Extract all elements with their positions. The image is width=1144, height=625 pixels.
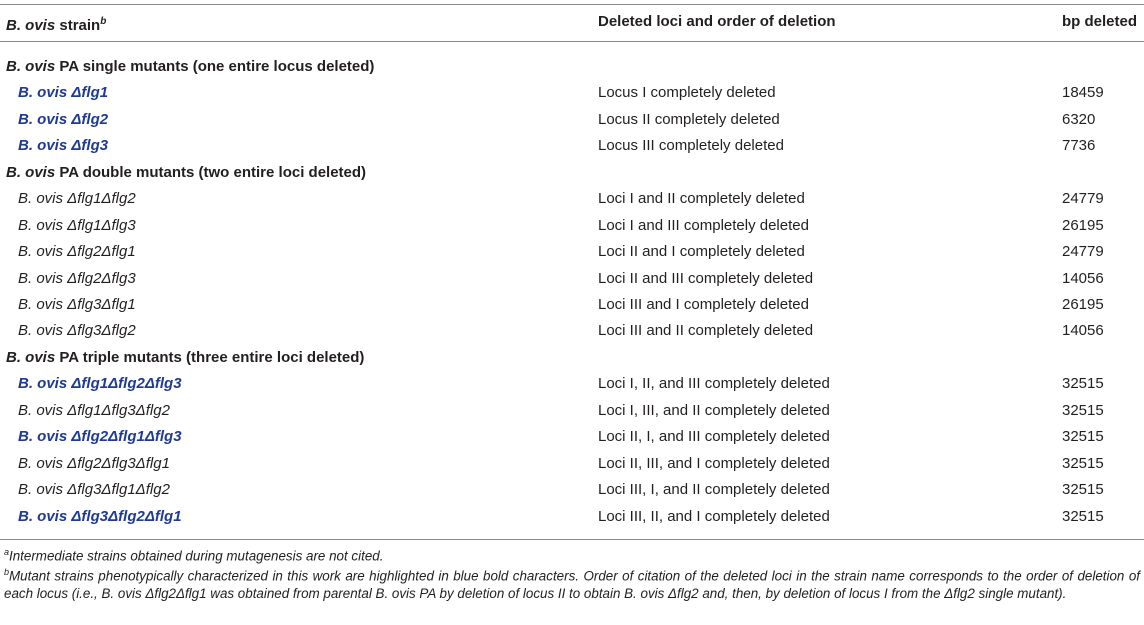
deleted-loci-cell: Loci II, III, and I completely deleted: [598, 455, 830, 472]
table-header-row: [0, 9, 1144, 35]
table-row: [0, 292, 1144, 318]
deleted-loci-cell: Loci II and I completely deleted: [598, 243, 805, 260]
deleted-loci-cell: Loci I, II, and III completely deleted: [598, 375, 830, 392]
table-row: [0, 451, 1144, 477]
bp-deleted-cell: 32515: [1062, 481, 1104, 498]
section-title: B. ovis PA single mutants (one entire locus deleted): [6, 58, 375, 75]
table-bottom-rule: [0, 539, 1144, 540]
deleted-loci-cell: Loci II and III completely deleted: [598, 270, 814, 287]
bp-deleted-cell: 18459: [1062, 84, 1104, 101]
strain-cell: B. ovis Δflg3Δflg2Δflg1: [18, 508, 182, 525]
strain-cell: B. ovis Δflg3Δflg1: [18, 296, 136, 313]
strain-cell: B. ovis Δflg1Δflg2Δflg3: [18, 375, 182, 392]
bp-deleted-cell: 32515: [1062, 508, 1104, 525]
bp-deleted-cell: 14056: [1062, 270, 1104, 287]
table-row: [0, 80, 1144, 106]
deleted-loci-cell: Loci I and III completely deleted: [598, 217, 809, 234]
bp-deleted-cell: 26195: [1062, 296, 1104, 313]
table-row: [0, 239, 1144, 265]
deleted-loci-cell: Loci I, III, and II completely deleted: [598, 402, 830, 419]
deleted-loci-cell: Locus I completely deleted: [598, 84, 776, 101]
deleted-loci-cell: Loci III, I, and II completely deleted: [598, 481, 830, 498]
strain-cell: B. ovis Δflg3: [18, 137, 109, 154]
deleted-loci-cell: Locus III completely deleted: [598, 137, 784, 154]
table-row: [0, 107, 1144, 133]
bp-deleted-cell: 32515: [1062, 402, 1104, 419]
section-header-row: [0, 160, 1144, 186]
table-row: [0, 398, 1144, 424]
bp-deleted-cell: 24779: [1062, 243, 1104, 260]
strain-cell: B. ovis Δflg2Δflg1Δflg3: [18, 428, 182, 445]
table-header-rule: [0, 41, 1144, 42]
bp-deleted-cell: 32515: [1062, 428, 1104, 445]
table-row: [0, 133, 1144, 159]
section-title: B. ovis PA double mutants (two entire loci deleted): [6, 164, 367, 181]
deleted-loci-cell: Loci I and II completely deleted: [598, 190, 805, 207]
strain-cell: B. ovis Δflg3Δflg2: [18, 322, 136, 339]
header-strain: B. ovis strain$^b$: [6, 16, 107, 34]
table-top-rule: [0, 4, 1144, 5]
table-row: [0, 424, 1144, 450]
bp-deleted-cell: 32515: [1062, 375, 1104, 392]
table-row: [0, 186, 1144, 212]
section-header-row: [0, 54, 1144, 80]
footnote-b: $^b$Mutant strains phenotypically characterized in this work are highlighted in blue bold characters. Order of citation of the deleted loci in the strain name corresponds to the order of deletion of each locus (i.e., B. ovis Δflg2Δflg1 was obtained from parental B. ovis PA by deletion of locus II to obtain B. ovis Δflg2 and, then, by deletion of locus I from the Δflg2 single mutant).: [4, 567, 1140, 602]
bp-deleted-cell: 24779: [1062, 190, 1104, 207]
bp-deleted-cell: 14056: [1062, 322, 1104, 339]
strain-cell: B. ovis Δflg1Δflg2: [18, 190, 136, 207]
strain-cell: B. ovis Δflg1Δflg3: [18, 217, 136, 234]
deleted-loci-cell: Loci III, II, and I completely deleted: [598, 508, 830, 525]
deleted-loci-cell: Locus II completely deleted: [598, 111, 780, 128]
bp-deleted-cell: 7736: [1062, 137, 1096, 154]
bp-deleted-cell: 26195: [1062, 217, 1104, 234]
strain-cell: B. ovis Δflg1Δflg3Δflg2: [18, 402, 170, 419]
deleted-loci-cell: Loci III and I completely deleted: [598, 296, 809, 313]
header-bp-deleted: bp deleted: [1062, 13, 1138, 30]
bp-deleted-cell: 6320: [1062, 111, 1096, 128]
table-row: [0, 318, 1144, 344]
bp-deleted-cell: 32515: [1062, 455, 1104, 472]
deleted-loci-cell: Loci III and II completely deleted: [598, 322, 814, 339]
strain-cell: B. ovis Δflg2Δflg3Δflg1: [18, 455, 170, 472]
table-row: [0, 371, 1144, 397]
section-header-row: [0, 345, 1144, 371]
table-row: [0, 266, 1144, 292]
strain-cell: B. ovis Δflg2Δflg1: [18, 243, 136, 260]
strain-cell: B. ovis Δflg3Δflg1Δflg2: [18, 481, 170, 498]
table-row: [0, 477, 1144, 503]
header-deleted-loci: Deleted loci and order of deletion: [598, 13, 836, 30]
strain-cell: B. ovis Δflg2Δflg3: [18, 270, 136, 287]
deleted-loci-cell: Loci II, I, and III completely deleted: [598, 428, 830, 445]
section-title: B. ovis PA triple mutants (three entire loci deleted): [6, 349, 365, 366]
table-row: [0, 213, 1144, 239]
footnote-a: $^a$Intermediate strains obtained during mutagenesis are not cited.: [4, 547, 384, 564]
strain-cell: B. ovis Δflg2: [18, 111, 109, 128]
table-row: [0, 504, 1144, 530]
strain-cell: B. ovis Δflg1: [18, 84, 109, 101]
